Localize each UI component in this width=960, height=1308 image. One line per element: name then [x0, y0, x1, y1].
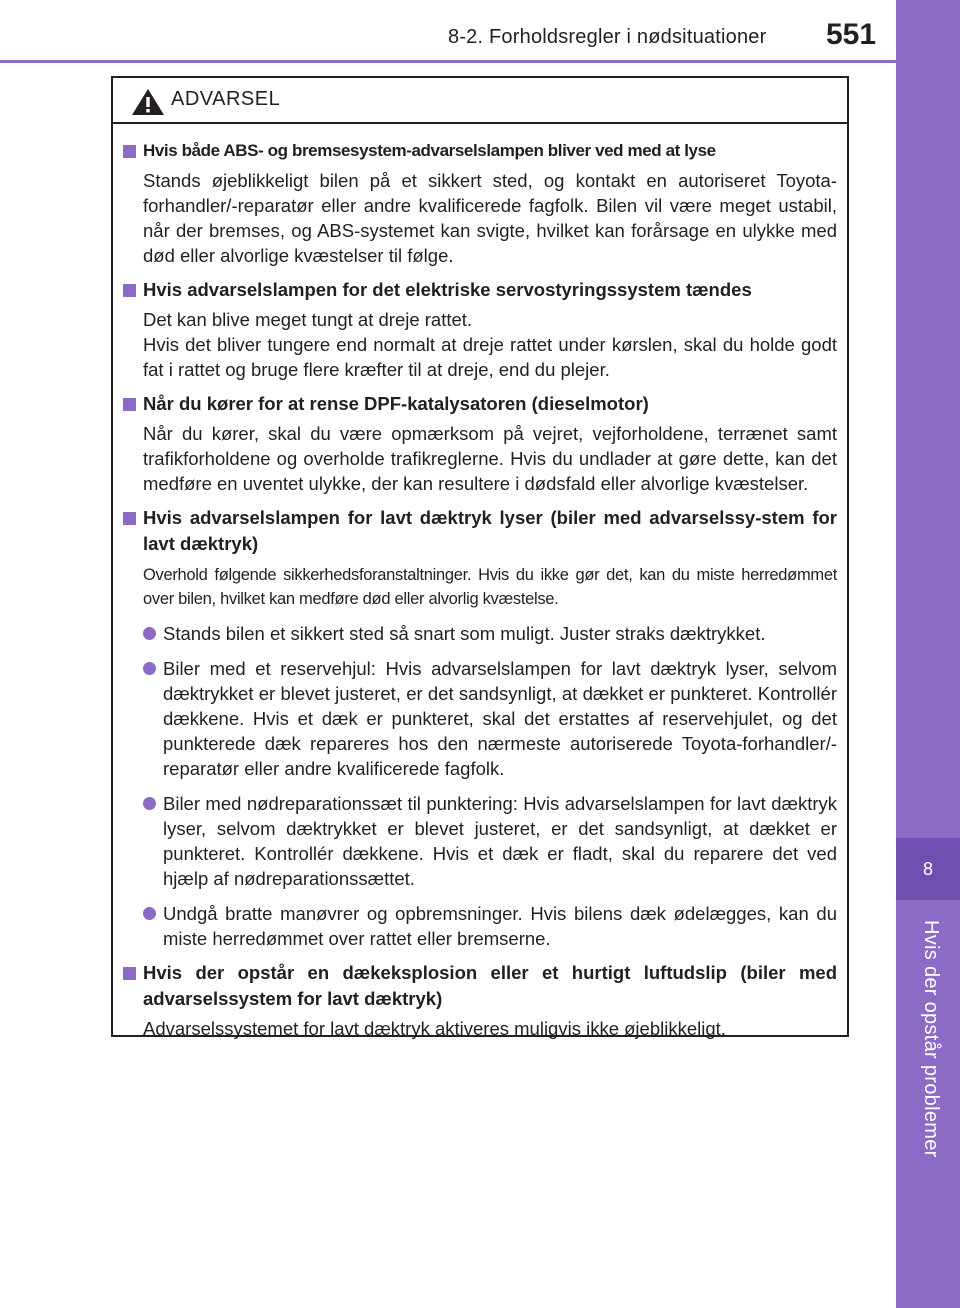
square-bullet-icon [123, 512, 136, 525]
section-heading: Hvis advarselslampen for lavt dæktryk lyser (biler med advarselssy-stem for lavt dæktryk) [123, 505, 837, 557]
warning-section [123, 391, 837, 496]
round-bullet-icon [143, 627, 156, 640]
section-title: 8-2. Forholdsregler i nødsituationer [448, 26, 767, 48]
chapter-title: Hvis der opstår problemer [920, 920, 942, 1158]
round-bullet-icon [143, 662, 156, 675]
warning-box [111, 76, 849, 1037]
paragraph: Overhold følgende sikkerhedsforanstaltninger. Hvis du ikke gør det, kan du miste herredømmet over bilen, hvilket kan medføre død eller alvorlig kvæstelse. [143, 566, 837, 608]
paragraph: Stands øjeblikkeligt bilen på et sikkert sted, og kontakt en autoriseret Toyota-forhandler/-reparatør eller andre kvalificerede fagfolk. Bilen vil være meget ustabil, når der bremses, og ABS-systemet kan svigte, hvilket kan forårsage en ulykke med død eller alvorlige kvæstelser til følge. [143, 170, 837, 266]
paragraph: Det kan blive meget tungt at dreje rattet. [143, 309, 473, 330]
section-heading: Når du kører for at rense DPF-katalysatoren (dieselmotor) [123, 391, 837, 417]
warning-header [113, 78, 847, 124]
chapter-number: 8 [896, 838, 960, 900]
header-rule [0, 60, 896, 63]
warning-title: ADVARSEL [171, 88, 281, 110]
square-bullet-icon [123, 398, 136, 411]
round-bullet-icon [143, 797, 156, 810]
warning-section [123, 138, 837, 268]
list-item: Stands bilen et sikkert sted så snart som muligt. Juster straks dæktrykket. [163, 621, 837, 646]
list-item: Biler med nødreparationssæt til punktering: Hvis advarselslampen for lavt dæktryk lyser, selvom dæktrykket er blevet justeret, er det sandsynligt, at dækket er punkteret. Kontrollér dækkene. Hvis et dæk er fladt, skal du reparere det ved hjælp af nødreparationssættet. [163, 791, 837, 891]
list-item: Biler med et reservehjul: Hvis advarselslampen for lavt dæktryk lyser, selvom dæktrykket er blevet justeret, er det sandsynligt, at dækket er punkteret. Kontrollér dækkene. Hvis et dæk er punkteret, skal det erstattes af reservehjulet, og det punkterede dæk repareres hos den nærmeste autoriserede Toyota-forhandler/-reparatør eller andre kvalificerede fagfolk. [163, 656, 837, 781]
warning-section [123, 277, 837, 382]
warning-section [123, 960, 837, 1041]
section-heading: Hvis både ABS- og bremsesystem-advarselslampen bliver ved med at lyse [123, 138, 837, 164]
section-heading: Hvis advarselslampen for det elektriske servostyringssystem tændes [123, 277, 837, 303]
square-bullet-icon [123, 967, 136, 980]
section-heading: Hvis der opstår en dækeksplosion eller et hurtigt luftudslip (biler med advarselssystem for lavt dæktryk) [123, 960, 837, 1012]
square-bullet-icon [123, 284, 136, 297]
page-number: 551 [826, 18, 877, 51]
list-item: Undgå bratte manøvrer og opbremsninger. Hvis bilens dæk ødelægges, kan du miste herredømmet over rattet eller bremserne. [163, 901, 837, 951]
warning-triangle-icon [131, 88, 165, 116]
paragraph: Når du kører, skal du være opmærksom på vejret, vejforholdene, terrænet samt trafikforholdene og overholde trafikreglerne. Hvis du undlader at gøre dette, kan det medføre en uventet ulykke, der kan resultere i dødsfald eller alvorlige kvæstelser. [143, 423, 837, 494]
paragraph: Hvis det bliver tungere end normalt at dreje rattet under kørslen, skal du holde godt fat i rattet og bruge flere kræfter til at dreje, end du plejer. [143, 334, 837, 380]
square-bullet-icon [123, 145, 136, 158]
round-bullet-icon [143, 907, 156, 920]
warning-section [123, 505, 837, 951]
warning-content [113, 124, 847, 1041]
paragraph: Advarselssystemet for lavt dæktryk aktiveres muligvis ikke øjeblikkeligt. [143, 1018, 726, 1039]
